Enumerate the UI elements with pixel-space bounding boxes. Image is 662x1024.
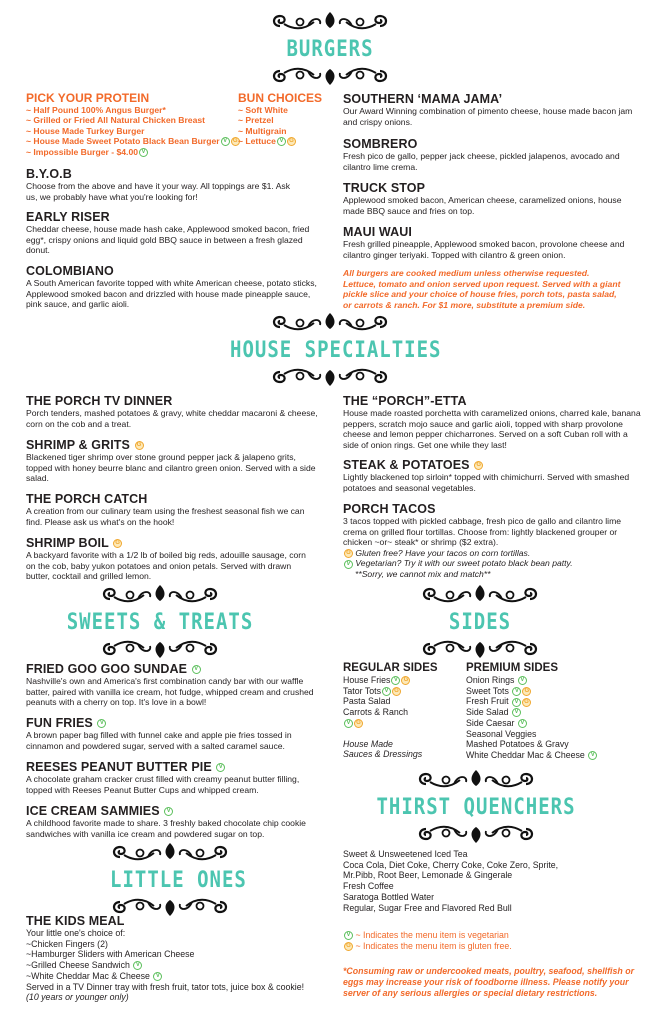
menu-item (26, 438, 316, 484)
pick-your-protein (26, 92, 240, 157)
menu-item (26, 492, 311, 527)
gluten-free-icon: G (401, 676, 410, 685)
gluten-free-icon: G (474, 461, 483, 470)
scroll-ornament-bottom (420, 638, 540, 658)
item-desc: 3 tacos topped with pickled cabbage, fresh pico de gallo and cilantro lime crema on grilled flour tortillas. Choose from: lightly blackened grouper or chicken ~or~ steak* or shrimp ($2 extra). (343, 516, 622, 548)
side-item: White Cheddar Mac & Cheese (466, 749, 585, 760)
kids-line: Your little one's choice of: (26, 928, 126, 938)
vegetarian-icon: V (221, 137, 230, 146)
kids-header (110, 843, 247, 916)
gluten-free-icon: G (287, 137, 296, 146)
scroll-ornament-bottom (416, 823, 536, 843)
item-desc: Blackened tiger shrimp over stone ground pepper jack & jalapeno grits, topped with honey beurre blanc and cilantro green onion. Served with a side salad. (26, 452, 316, 484)
vegetarian-icon: V (139, 148, 148, 157)
side-item: Mashed Potatoes & Gravy (466, 739, 569, 750)
scroll-ornament-top (270, 12, 390, 32)
vegetarian-icon: V (518, 719, 527, 728)
side-item: Seasonal Veggies (466, 728, 537, 739)
sauces-note: House Made Sauces & Dressings (343, 738, 423, 760)
protein-heading: PICK YOUR PROTEIN (26, 91, 150, 105)
item-name: SHRIMP & GRITS (26, 438, 130, 452)
legend-gluten-free: ~ Indicates the menu item is gluten free. (355, 940, 512, 951)
vegetarian-icon: V (153, 972, 162, 981)
bun-option: ~ Multigrain (238, 125, 287, 136)
burgers-note: All burgers are cooked medium unless otherwise requested. Lettuce, tomato and onion served upon request. Served with a giant pickle slice and your choice of house fries, porch tots, pasta salad, or carrots & ranch. For $1 more, substitute a premium side. (343, 268, 621, 310)
item-desc: Cheddar cheese, house made hash cake, Applewood smoked bacon, fried egg*, crispy onions and liquid gold BBQ sauce in between a fresh glazed donut. (26, 224, 310, 256)
item-name: STEAK & POTATOES (343, 458, 470, 472)
item-name: SOUTHERN ‘MAMA JAMA’ (343, 92, 503, 106)
bun-choices (238, 92, 322, 147)
regular-sides (343, 662, 453, 760)
item-name: REESES PEANUT BUTTER PIE (26, 760, 212, 774)
vegetarian-icon: V (518, 676, 527, 685)
item-desc: Lightly blackened top sirloin* topped with chimichurri. Served with smashed potatoes and seasonal vegetables. (343, 472, 630, 493)
item-name: FRIED GOO GOO SUNDAE (26, 662, 188, 676)
gluten-free-icon: G (522, 698, 531, 707)
menu-item (343, 181, 633, 216)
item-desc: A backyard favorite with a 1/2 lb of boiled big reds, adouille sausage, corn on the cob, baby yukon potatoes and onion petals. Served with drawn butter, cocktail and grilled lemon. (26, 550, 306, 582)
vegetarian-icon: V (216, 763, 225, 772)
legend-vegetarian: ~ Indicates the menu item is vegetarian (355, 930, 509, 940)
gluten-free-icon: G (522, 687, 531, 696)
vegetarian-icon: V (97, 719, 106, 728)
protein-option: ~ House Made Sweet Potato Black Bean Burger (26, 136, 220, 147)
vegetarian-icon: V (512, 698, 521, 707)
scroll-ornament-bottom (100, 638, 220, 658)
side-item: Side Caesar (466, 717, 515, 728)
bun-heading: BUN CHOICES (238, 91, 323, 105)
item-desc: A South American favorite topped with white American cheese, potato sticks, Applewood smoked bacon and drizzled with house made pineapple sauce, pink sauce, and garlic aioli. (26, 278, 317, 310)
item-name: SHRIMP BOIL (26, 536, 109, 550)
protein-option: ~ House Made Turkey Burger (26, 125, 145, 136)
menu-item (343, 394, 643, 450)
menu-item (26, 167, 296, 202)
kids-line: Served in a TV Dinner tray with fresh fruit, tator tots, juice box & cookie! (26, 981, 305, 992)
vegetarian-icon: V (344, 560, 353, 569)
protein-option: ~ Grilled or Fried All Natural Chicken Breast (26, 115, 206, 126)
side-item: House Fries (343, 675, 391, 685)
menu-item (343, 502, 633, 580)
drink-item: Coca Cola, Diet Coke, Cherry Coke, Coke Zero, Sprite, (343, 859, 559, 870)
menu-item (26, 760, 321, 795)
gluten-free-icon: G (231, 137, 240, 146)
item-desc: A childhood favorite made to share. 3 freshly baked chocolate chip cookie sandwiches with vanilla ice cream and powdered sugar on top. (26, 818, 306, 839)
scroll-ornament-top (110, 843, 230, 863)
menu-item (26, 804, 316, 839)
menu-item (26, 264, 326, 310)
drink-item: Sweet & Unsweetened Iced Tea (343, 849, 468, 859)
scroll-ornament-top (420, 585, 540, 605)
item-desc: Fresh grilled pineapple, Applewood smoked bacon, provolone cheese and cilantro ginger teriyaki. Topped with cilantro & green onion. (343, 239, 625, 260)
side-item: Pasta Salad (343, 696, 391, 707)
section-title-sides: SIDES (448, 609, 512, 635)
vegetarian-icon: V (344, 719, 353, 728)
menu-item (343, 225, 633, 260)
menu-item (26, 210, 311, 256)
section-title-specialties: HOUSE SPECIALTIES (230, 337, 442, 363)
kids-line: ~Grilled Cheese Sandwich (26, 960, 130, 971)
bun-option: ~ Pretzel (238, 115, 274, 126)
drink-item: Saratoga Bottled Water (343, 891, 435, 902)
vegetarian-icon: V (512, 708, 521, 717)
kids-line: ~White Cheddar Mac & Cheese (26, 970, 150, 981)
food-safety-warning: *Consuming raw or undercooked meats, poultry, seafood, shellfish or eggs may increase your risk of foodborne illness. Please notify your server of any serious allergies or special dietary restrictions. (343, 966, 634, 998)
protein-option: ~ Half Pound 100% Angus Burger* (26, 105, 166, 115)
drink-item: Fresh Coffee (343, 881, 394, 892)
item-desc: House made roasted porchetta with caramelized onions, charred kale, banana peppers, scratch mojo sauce and garlic aioli, topped with sharp provolone cheese and lemon pepper chicharrones. Served on a soft Cuban roll with a side of onion rings. Get one while they last! (343, 408, 641, 450)
item-name: B.Y.O.B (26, 167, 72, 181)
scroll-ornament-top (270, 313, 390, 333)
gluten-free-icon: G (344, 942, 353, 951)
item-name: THE PORCH TV DINNER (26, 394, 173, 408)
section-title-burgers: BURGERS (286, 36, 374, 62)
side-item: Carrots & Ranch (343, 707, 409, 718)
item-desc: Nashville's own and America's first combination candy bar with our waffle batter, paired with vanilla ice cream, hot fudge, whipped cream and crushed peanuts with a cherry on top. It's love in a bowl! (26, 676, 314, 708)
gluten-free-icon: G (113, 539, 122, 548)
gluten-free-icon: G (354, 719, 363, 728)
item-desc: Fresh pico de gallo, pepper jack cheese, pickled jalapenos, avocado and cilantro lime crema. (343, 151, 620, 172)
menu-item (26, 662, 326, 708)
vegetarian-icon: V (391, 676, 400, 685)
vegetarian-icon: V (588, 751, 597, 760)
item-name: MAUI WAUI (343, 225, 412, 239)
side-item: Tator Tots (343, 685, 381, 696)
kids-line: ~Hamburger Sliders with American Cheese (26, 949, 195, 960)
protein-option: ~ Impossible Burger - $4.00 (26, 146, 138, 157)
section-title-drinks: THIRST QUENCHERS (376, 794, 576, 820)
kids-age-note: (10 years or younger only) (26, 992, 129, 1003)
menu-item (26, 394, 326, 429)
regular-sides-heading: REGULAR SIDES (343, 662, 438, 674)
taco-note: Gluten free? Have your tacos on corn tortillas. (355, 547, 531, 558)
vegetarian-icon: V (382, 687, 391, 696)
taco-note: Vegetarian? Try it with our sweet potato black bean patty. (355, 558, 573, 569)
menu-item (343, 92, 633, 127)
kids-line: ~Chicken Fingers (2) (26, 938, 108, 949)
menu-item (343, 137, 633, 172)
side-item: Fresh Fruit (466, 696, 509, 707)
gluten-free-icon: G (135, 441, 144, 450)
item-name: EARLY RISER (26, 210, 110, 224)
taco-note: **Sorry, we cannot mix and match** (355, 568, 491, 579)
menu-item (26, 536, 316, 582)
vegetarian-icon: V (277, 137, 286, 146)
premium-sides (466, 662, 646, 761)
scroll-ornament-bottom (110, 896, 230, 916)
item-name: FUN FRIES (26, 716, 93, 730)
item-desc: A creation from our culinary team using the freshest seasonal fish we can find. Please ask us what's on the hook! (26, 506, 305, 527)
item-desc: A brown paper bag filled with funnel cake and apple pie fries tossed in cinnamon and powdered sugar, served with a salted caramel sauce. (26, 730, 292, 751)
section-title-sweets: SWEETS & TREATS (66, 609, 254, 635)
bun-option: ~ Lettuce (238, 136, 276, 147)
section-title-kids: LITTLE ONES (110, 867, 247, 893)
legend (343, 930, 512, 951)
menu-item (26, 716, 311, 751)
drink-item: Mr.Pibb, Root Beer, Lemonade & Gingerale (343, 870, 513, 881)
item-desc: Applewood smoked bacon, American cheese, caramelized onions, house made BBQ sauce and fries on top. (343, 195, 622, 216)
sides-header (420, 585, 540, 658)
specialties-header (230, 313, 442, 386)
bun-option: ~ Soft White (238, 105, 288, 115)
side-item: Onion Rings (466, 675, 515, 685)
menu-item (343, 458, 633, 493)
item-desc: Our Award Winning combination of pimento cheese, house made bacon jam and crispy onions. (343, 106, 633, 127)
vegetarian-icon: V (344, 931, 353, 940)
kids-meal (26, 914, 336, 1003)
scroll-ornament-bottom (270, 366, 390, 386)
item-name: THE KIDS MEAL (26, 914, 125, 928)
scroll-ornament-bottom (270, 65, 390, 85)
item-name: COLOMBIANO (26, 264, 114, 278)
item-desc: A chocolate graham cracker crust filled with creamy peanut butter filling, topped with Reeses Peanut Butter Cups and whipped cream. (26, 774, 300, 795)
item-desc: Porch tenders, mashed potatoes & gravy, white cheddar macaroni & cheese, corn on the cob and a treat. (26, 408, 318, 429)
premium-sides-heading: PREMIUM SIDES (466, 662, 559, 674)
vegetarian-icon: V (192, 665, 201, 674)
burgers-header (270, 12, 390, 85)
item-name: TRUCK STOP (343, 181, 426, 195)
vegetarian-icon: V (133, 961, 142, 970)
gluten-free-icon: G (344, 549, 353, 558)
item-name: PORCH TACOS (343, 502, 436, 516)
item-name: THE “PORCH”-ETTA (343, 394, 467, 408)
scroll-ornament-top (100, 585, 220, 605)
item-name: THE PORCH CATCH (26, 492, 148, 506)
side-item: Sweet Tots (466, 685, 509, 696)
sweets-header (60, 585, 260, 658)
item-name: SOMBRERO (343, 137, 418, 151)
gluten-free-icon: G (392, 687, 401, 696)
item-name: ICE CREAM SAMMIES (26, 804, 160, 818)
drinks-list (343, 849, 558, 913)
vegetarian-icon: V (512, 687, 521, 696)
vegetarian-icon: V (164, 807, 173, 816)
item-desc: Choose from the above and have it your way. All toppings are $1. Ask us, we probably have what you're looking for! (26, 181, 291, 202)
scroll-ornament-top (416, 770, 536, 790)
side-item: Side Salad (466, 707, 509, 718)
drinks-header (366, 770, 586, 843)
drink-item: Regular, Sugar Free and Flavored Red Bull (343, 902, 512, 913)
